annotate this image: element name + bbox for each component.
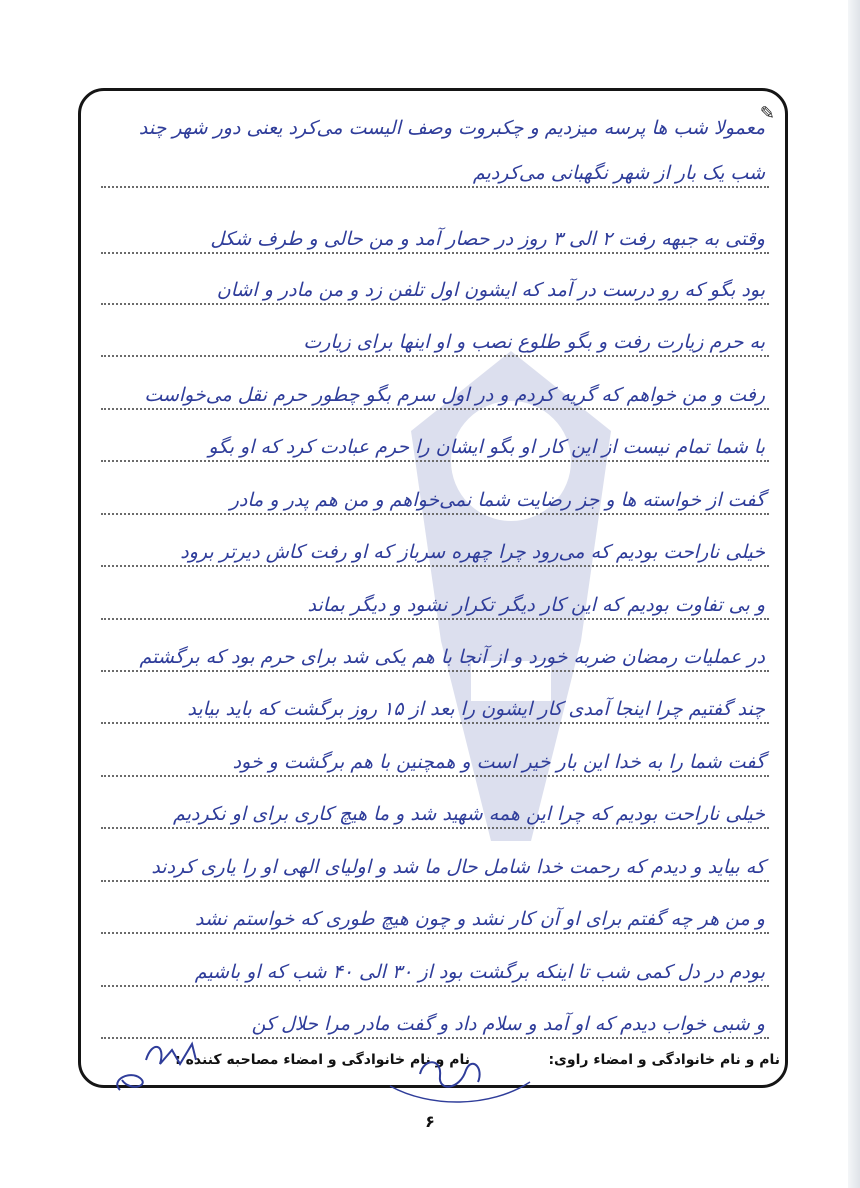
text-line xyxy=(101,144,769,188)
dotted-rule xyxy=(101,252,769,254)
dotted-rule xyxy=(101,932,769,934)
handwritten-text: که بیاید و دیدم که رحمت خدا شامل حال ما شد و اولیای الهی او را یاری کردند xyxy=(151,856,765,878)
handwritten-text: خیلی ناراحت بودیم که می‌رود چرا چهره سرباز که او رفت کاش دیرتر برود xyxy=(180,541,765,563)
dotted-rule xyxy=(101,460,769,462)
interviewee-signature xyxy=(100,1030,210,1100)
handwritten-text: معمولا شب ها پرسه میزدیم و چکبروت وصف الیست می‌کرد یعنی دور شهر چند xyxy=(138,117,765,139)
interviewer-signature-label: نام و نام خانوادگی و امضاء مصاحبه کننده : xyxy=(175,1052,470,1068)
handwritten-text: وقتی به جبهه رفت ۲ الی ۳ روز در حصار آمد و من حالی و طرف شکل xyxy=(210,228,765,250)
interviewer-signature xyxy=(380,1046,540,1106)
dotted-rule xyxy=(101,303,769,305)
text-line xyxy=(101,471,769,515)
page-number: ۶ xyxy=(425,1112,435,1131)
handwritten-text: خیلی ناراحت بودیم که چرا این همه شهید شد و ما هیچ کاری برای او نکردیم xyxy=(173,803,765,825)
handwritten-text: و من هر چه گفتم برای او آن کار نشد و چون هیچ طوری که خواستم نشد xyxy=(194,908,765,930)
text-line xyxy=(101,366,769,410)
handwritten-text: چند گفتیم چرا اینجا آمدی کار ایشون را بعد از ۱۵ روز برگشت که باید بیاید xyxy=(187,698,765,720)
dotted-rule xyxy=(101,408,769,410)
dotted-rule xyxy=(101,670,769,672)
text-line xyxy=(101,733,769,777)
text-line xyxy=(101,418,769,462)
handwritten-text: بود بگو که رو درست در آمد که ایشون اول تلفن زد و من مادر و اشان xyxy=(216,279,765,301)
dotted-rule xyxy=(101,880,769,882)
text-line xyxy=(101,313,769,357)
handwritten-text: با شما تمام نیست از این کار او بگو ایشان را حرم عبادت کرد که او بگو xyxy=(208,436,765,458)
text-line xyxy=(101,628,769,672)
handwritten-text: به حرم زیارت رفت و بگو طلوع نصب و او اینها برای زیارت xyxy=(303,331,765,353)
handwritten-text: بودم در دل کمی شب تا اینکه برگشت بود از ۳۰ الی ۴۰ شب که او باشیم xyxy=(194,961,765,983)
handwritten-text: رفت و من خواهم که گریه کردم و در اول سرم بگو چطور حرم نقل می‌خواست xyxy=(144,384,765,406)
dotted-rule xyxy=(101,618,769,620)
handwritten-text: و بی تفاوت بودیم که این کار دیگر تکرار نشود و دیگر بماند xyxy=(307,594,765,616)
dotted-rule xyxy=(101,186,769,188)
handwritten-text: گفت شما را به خدا این بار خیر است و همچنین با هم برگشت و خود xyxy=(232,751,765,773)
text-line xyxy=(101,576,769,620)
text-line xyxy=(101,523,769,567)
dotted-rule xyxy=(101,827,769,829)
handwritten-text: در عملیات رمضان ضربه خورد و از آنجا با هم یکی شد برای حرم بود که برگشتم xyxy=(139,646,765,668)
dotted-rule xyxy=(101,355,769,357)
text-line xyxy=(101,890,769,934)
page-frame xyxy=(78,88,788,1088)
dotted-rule xyxy=(101,565,769,567)
handwritten-text: گفت از خواسته ها و جز رضایت شما نمی‌خواهم و من هم پدر و مادر xyxy=(229,489,765,511)
interviewee-signature-label: نام و نام خانوادگی و امضاء راوی: xyxy=(548,1052,780,1068)
page-edge xyxy=(848,0,860,1188)
handwritten-text: و شبی خواب دیدم که او آمد و سلام داد و گفت مادر مرا حلال کن xyxy=(251,1013,765,1035)
text-line xyxy=(101,99,769,143)
dotted-rule xyxy=(101,722,769,724)
text-line xyxy=(101,943,769,987)
text-line xyxy=(101,261,769,305)
pencil-icon: ✎ xyxy=(759,103,775,124)
text-line xyxy=(101,785,769,829)
handwritten-text: شب یک بار از شهر نگهبانی می‌کردیم xyxy=(472,162,765,184)
text-line xyxy=(101,838,769,882)
dotted-rule xyxy=(101,775,769,777)
text-line xyxy=(101,210,769,254)
text-line xyxy=(101,680,769,724)
dotted-rule xyxy=(101,513,769,515)
dotted-rule xyxy=(101,985,769,987)
